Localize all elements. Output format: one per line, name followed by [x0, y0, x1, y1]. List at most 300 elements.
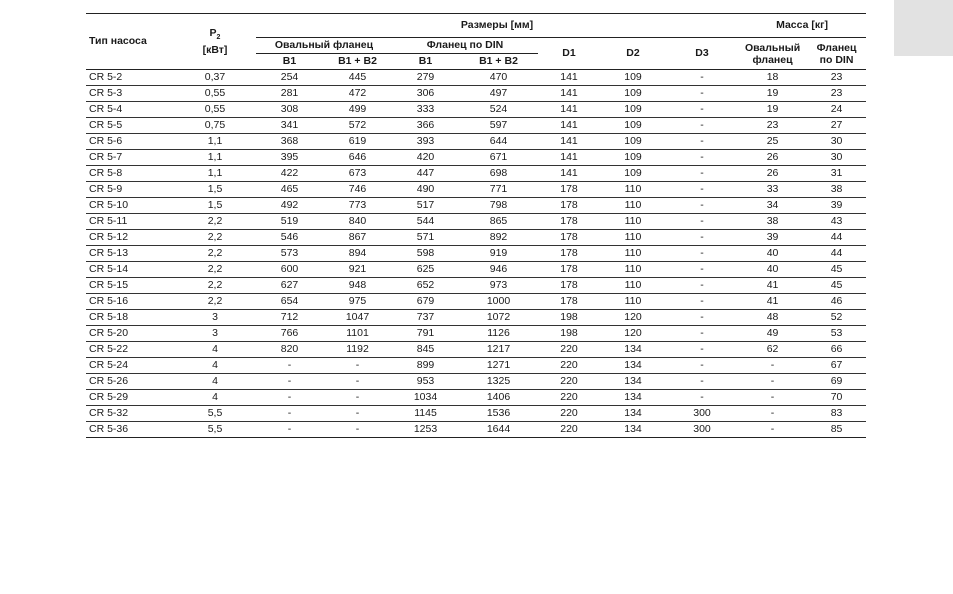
- cell-pump-type: CR 5-20: [86, 326, 174, 342]
- cell-power: 1,1: [174, 134, 256, 150]
- cell-din-b1: 1145: [392, 406, 459, 422]
- cell-oval-b1: 341: [256, 118, 323, 134]
- cell-d3: -: [666, 214, 738, 230]
- cell-mass-din: 27: [807, 118, 866, 134]
- cell-oval-b1-b2: -: [323, 390, 392, 406]
- cell-din-b1: 791: [392, 326, 459, 342]
- cell-d2: 134: [600, 358, 666, 374]
- cell-mass-din: 43: [807, 214, 866, 230]
- cell-d3: -: [666, 182, 738, 198]
- cell-oval-b1: 573: [256, 246, 323, 262]
- cell-pump-type: CR 5-15: [86, 278, 174, 294]
- cell-d3: 300: [666, 406, 738, 422]
- header-mass-oval: [738, 38, 807, 70]
- cell-din-b1-b2: 470: [459, 70, 538, 86]
- cell-din-b1: 953: [392, 374, 459, 390]
- cell-pump-type: CR 5-13: [86, 246, 174, 262]
- cell-mass-din: 85: [807, 422, 866, 438]
- mass-din-line2: по DIN: [819, 53, 854, 66]
- cell-power: 2,2: [174, 294, 256, 310]
- cell-d1: 178: [538, 278, 600, 294]
- cell-mass-oval: -: [738, 358, 807, 374]
- cell-power: 0,37: [174, 70, 256, 86]
- cell-din-b1: 625: [392, 262, 459, 278]
- cell-mass-oval: 18: [738, 70, 807, 86]
- header-d1: D1: [538, 38, 600, 70]
- cell-din-b1-b2: 1271: [459, 358, 538, 374]
- cell-d2: 109: [600, 134, 666, 150]
- cell-oval-b1-b2: -: [323, 406, 392, 422]
- cell-d1: 141: [538, 102, 600, 118]
- cell-mass-oval: 23: [738, 118, 807, 134]
- cell-power: 4: [174, 390, 256, 406]
- cell-din-b1-b2: 1536: [459, 406, 538, 422]
- cell-pump-type: CR 5-6: [86, 134, 174, 150]
- power-symbol: [174, 27, 256, 44]
- power-unit: [кВт]: [202, 44, 228, 56]
- cell-pump-type: CR 5-4: [86, 102, 174, 118]
- cell-power: 2,2: [174, 262, 256, 278]
- cell-mass-din: 23: [807, 70, 866, 86]
- cell-pump-type: CR 5-18: [86, 310, 174, 326]
- cell-d2: 110: [600, 230, 666, 246]
- cell-d3: -: [666, 342, 738, 358]
- cell-d1: 178: [538, 214, 600, 230]
- cell-din-b1: 1253: [392, 422, 459, 438]
- cell-d2: 134: [600, 406, 666, 422]
- cell-oval-b1-b2: -: [323, 374, 392, 390]
- cell-din-b1: 447: [392, 166, 459, 182]
- table-row: [86, 422, 866, 438]
- cell-pump-type: CR 5-26: [86, 374, 174, 390]
- cell-oval-b1-b2: 1192: [323, 342, 392, 358]
- cell-d1: 220: [538, 390, 600, 406]
- cell-d1: 220: [538, 342, 600, 358]
- cell-power: 5,5: [174, 406, 256, 422]
- cell-oval-b1-b2: 746: [323, 182, 392, 198]
- cell-mass-oval: 19: [738, 86, 807, 102]
- cell-din-b1: 517: [392, 198, 459, 214]
- cell-mass-din: 67: [807, 358, 866, 374]
- cell-oval-b1: 368: [256, 134, 323, 150]
- cell-d3: -: [666, 86, 738, 102]
- cell-d3: -: [666, 390, 738, 406]
- cell-mass-din: 24: [807, 102, 866, 118]
- cell-power: 0,55: [174, 102, 256, 118]
- cell-oval-b1-b2: -: [323, 422, 392, 438]
- cell-mass-din: 44: [807, 246, 866, 262]
- cell-din-b1: 652: [392, 278, 459, 294]
- table-row: [86, 326, 866, 342]
- cell-mass-din: 83: [807, 406, 866, 422]
- cell-d3: -: [666, 374, 738, 390]
- cell-d2: 110: [600, 198, 666, 214]
- cell-d2: 110: [600, 278, 666, 294]
- cell-din-b1: 333: [392, 102, 459, 118]
- cell-power: 4: [174, 342, 256, 358]
- table-row: [86, 262, 866, 278]
- cell-d1: 198: [538, 326, 600, 342]
- cell-pump-type: CR 5-16: [86, 294, 174, 310]
- mass-oval-line1: Овальный: [744, 41, 801, 54]
- cell-mass-din: 44: [807, 230, 866, 246]
- cell-mass-din: 52: [807, 310, 866, 326]
- table-row: [86, 278, 866, 294]
- cell-din-b1-b2: 771: [459, 182, 538, 198]
- cell-din-b1-b2: 946: [459, 262, 538, 278]
- cell-din-b1-b2: 1325: [459, 374, 538, 390]
- cell-d1: 220: [538, 374, 600, 390]
- cell-din-b1-b2: 1644: [459, 422, 538, 438]
- cell-oval-b1: 492: [256, 198, 323, 214]
- cell-d3: -: [666, 230, 738, 246]
- cell-d1: 178: [538, 246, 600, 262]
- cell-mass-din: 23: [807, 86, 866, 102]
- cell-pump-type: CR 5-9: [86, 182, 174, 198]
- cell-mass-oval: 25: [738, 134, 807, 150]
- cell-mass-oval: 19: [738, 102, 807, 118]
- cell-d2: 109: [600, 166, 666, 182]
- cell-d2: 110: [600, 246, 666, 262]
- table-row: [86, 230, 866, 246]
- cell-power: 1,1: [174, 166, 256, 182]
- cell-d1: 178: [538, 262, 600, 278]
- cell-din-b1: 420: [392, 150, 459, 166]
- header-power: [174, 14, 256, 70]
- cell-oval-b1-b2: 499: [323, 102, 392, 118]
- cell-oval-b1-b2: 1047: [323, 310, 392, 326]
- table-row: [86, 342, 866, 358]
- header-mass-din: [807, 38, 866, 70]
- mass-oval-line2: фланец: [752, 53, 793, 66]
- cell-d2: 109: [600, 86, 666, 102]
- cell-d3: -: [666, 294, 738, 310]
- cell-d2: 109: [600, 118, 666, 134]
- power-symbol-letter: P: [209, 27, 217, 39]
- header-d2: D2: [600, 38, 666, 70]
- table-row: [86, 406, 866, 422]
- cell-mass-din: 31: [807, 166, 866, 182]
- cell-mass-din: 30: [807, 134, 866, 150]
- cell-mass-oval: 26: [738, 150, 807, 166]
- cell-din-b1-b2: 798: [459, 198, 538, 214]
- cell-oval-b1-b2: 673: [323, 166, 392, 182]
- cell-oval-b1: 600: [256, 262, 323, 278]
- cell-oval-b1: 519: [256, 214, 323, 230]
- cell-din-b1-b2: 1126: [459, 326, 538, 342]
- cell-d1: 141: [538, 86, 600, 102]
- cell-mass-oval: 48: [738, 310, 807, 326]
- cell-power: 4: [174, 374, 256, 390]
- cell-mass-oval: 39: [738, 230, 807, 246]
- table-row: [86, 214, 866, 230]
- cell-power: 3: [174, 326, 256, 342]
- cell-mass-din: 38: [807, 182, 866, 198]
- cell-d2: 134: [600, 374, 666, 390]
- table-row: [86, 294, 866, 310]
- pump-spec-table: [86, 13, 866, 438]
- cell-d3: -: [666, 262, 738, 278]
- table-row: [86, 374, 866, 390]
- cell-d3: -: [666, 102, 738, 118]
- cell-oval-b1-b2: 572: [323, 118, 392, 134]
- cell-oval-b1-b2: 948: [323, 278, 392, 294]
- cell-pump-type: CR 5-5: [86, 118, 174, 134]
- cell-din-b1: 679: [392, 294, 459, 310]
- cell-oval-b1: 627: [256, 278, 323, 294]
- table-row: [86, 310, 866, 326]
- cell-oval-b1-b2: 975: [323, 294, 392, 310]
- cell-oval-b1-b2: 445: [323, 70, 392, 86]
- table-row: [86, 358, 866, 374]
- cell-power: 1,5: [174, 182, 256, 198]
- cell-oval-b1: 254: [256, 70, 323, 86]
- cell-power: 1,1: [174, 150, 256, 166]
- cell-oval-b1-b2: 472: [323, 86, 392, 102]
- cell-din-b1: 899: [392, 358, 459, 374]
- cell-mass-din: 30: [807, 150, 866, 166]
- cell-power: 0,75: [174, 118, 256, 134]
- cell-din-b1-b2: 1000: [459, 294, 538, 310]
- cell-d3: -: [666, 134, 738, 150]
- cell-din-b1-b2: 497: [459, 86, 538, 102]
- cell-oval-b1: 465: [256, 182, 323, 198]
- cell-oval-b1: -: [256, 422, 323, 438]
- cell-pump-type: CR 5-10: [86, 198, 174, 214]
- cell-d2: 110: [600, 214, 666, 230]
- cell-power: 2,2: [174, 246, 256, 262]
- table-row: [86, 150, 866, 166]
- table-row: [86, 166, 866, 182]
- table-row: [86, 182, 866, 198]
- cell-d3: 300: [666, 422, 738, 438]
- cell-mass-oval: -: [738, 406, 807, 422]
- cell-din-b1-b2: 892: [459, 230, 538, 246]
- cell-mass-din: 45: [807, 278, 866, 294]
- cell-oval-b1-b2: 894: [323, 246, 392, 262]
- header-d3: D3: [666, 38, 738, 70]
- table-header: [86, 14, 866, 70]
- table-row: [86, 198, 866, 214]
- cell-pump-type: CR 5-32: [86, 406, 174, 422]
- cell-oval-b1: 281: [256, 86, 323, 102]
- cell-d1: 220: [538, 406, 600, 422]
- cell-oval-b1-b2: 773: [323, 198, 392, 214]
- cell-mass-oval: 41: [738, 294, 807, 310]
- cell-oval-b1-b2: 646: [323, 150, 392, 166]
- cell-d1: 141: [538, 150, 600, 166]
- cell-mass-oval: 38: [738, 214, 807, 230]
- cell-din-b1: 737: [392, 310, 459, 326]
- table-row: [86, 102, 866, 118]
- cell-oval-b1: -: [256, 390, 323, 406]
- cell-mass-oval: 62: [738, 342, 807, 358]
- cell-d3: -: [666, 198, 738, 214]
- cell-din-b1-b2: 698: [459, 166, 538, 182]
- cell-pump-type: CR 5-29: [86, 390, 174, 406]
- cell-d2: 109: [600, 102, 666, 118]
- cell-power: 0,55: [174, 86, 256, 102]
- header-pump-type: Тип насоса: [86, 14, 174, 70]
- cell-din-b1: 393: [392, 134, 459, 150]
- cell-mass-oval: 26: [738, 166, 807, 182]
- cell-din-b1-b2: 524: [459, 102, 538, 118]
- cell-din-b1: 366: [392, 118, 459, 134]
- cell-oval-b1: -: [256, 358, 323, 374]
- header-oval-flange: Овальный фланец: [256, 38, 392, 54]
- cell-mass-oval: -: [738, 374, 807, 390]
- cell-d1: 141: [538, 134, 600, 150]
- header-dimensions: Размеры [мм]: [256, 14, 738, 38]
- cell-power: 1,5: [174, 198, 256, 214]
- cell-d1: 178: [538, 182, 600, 198]
- cell-din-b1: 544: [392, 214, 459, 230]
- cell-din-b1-b2: 1072: [459, 310, 538, 326]
- cell-mass-din: 46: [807, 294, 866, 310]
- cell-mass-oval: 34: [738, 198, 807, 214]
- cell-d2: 110: [600, 262, 666, 278]
- cell-oval-b1-b2: 867: [323, 230, 392, 246]
- cell-d2: 110: [600, 294, 666, 310]
- cell-din-b1-b2: 1406: [459, 390, 538, 406]
- cell-din-b1: 598: [392, 246, 459, 262]
- cell-d2: 109: [600, 70, 666, 86]
- cell-d3: -: [666, 118, 738, 134]
- cell-pump-type: CR 5-3: [86, 86, 174, 102]
- cell-din-b1: 279: [392, 70, 459, 86]
- cell-din-b1: 1034: [392, 390, 459, 406]
- cell-din-b1: 490: [392, 182, 459, 198]
- cell-oval-b1: 395: [256, 150, 323, 166]
- cell-power: 2,2: [174, 214, 256, 230]
- cell-power: 3: [174, 310, 256, 326]
- cell-d3: -: [666, 358, 738, 374]
- cell-oval-b1: 766: [256, 326, 323, 342]
- table-row: [86, 118, 866, 134]
- cell-din-b1: 571: [392, 230, 459, 246]
- cell-din-b1-b2: 644: [459, 134, 538, 150]
- cell-d2: 134: [600, 390, 666, 406]
- header-oval-b1: B1: [256, 54, 323, 70]
- header-din-b1: B1: [392, 54, 459, 70]
- cell-pump-type: CR 5-22: [86, 342, 174, 358]
- cell-d1: 178: [538, 294, 600, 310]
- cell-mass-din: 39: [807, 198, 866, 214]
- cell-d1: 220: [538, 422, 600, 438]
- cell-d3: -: [666, 310, 738, 326]
- cell-mass-oval: -: [738, 390, 807, 406]
- cell-din-b1: 306: [392, 86, 459, 102]
- cell-mass-din: 69: [807, 374, 866, 390]
- table-row: [86, 86, 866, 102]
- cell-oval-b1-b2: 1101: [323, 326, 392, 342]
- table-row: [86, 246, 866, 262]
- cell-d3: -: [666, 150, 738, 166]
- cell-oval-b1: -: [256, 374, 323, 390]
- table-row: [86, 70, 866, 86]
- header-mass: Масса [кг]: [738, 14, 866, 38]
- cell-d2: 120: [600, 326, 666, 342]
- cell-pump-type: CR 5-2: [86, 70, 174, 86]
- cell-oval-b1: 654: [256, 294, 323, 310]
- cell-mass-din: 45: [807, 262, 866, 278]
- cell-pump-type: CR 5-8: [86, 166, 174, 182]
- cell-oval-b1-b2: 921: [323, 262, 392, 278]
- cell-mass-oval: 33: [738, 182, 807, 198]
- cell-d2: 110: [600, 182, 666, 198]
- cell-din-b1-b2: 1217: [459, 342, 538, 358]
- side-tab-marker: [894, 0, 953, 56]
- cell-d2: 134: [600, 422, 666, 438]
- cell-d2: 134: [600, 342, 666, 358]
- cell-mass-oval: 41: [738, 278, 807, 294]
- power-subscript: 2: [216, 34, 221, 41]
- cell-d3: -: [666, 246, 738, 262]
- table-body: [86, 70, 866, 438]
- cell-pump-type: CR 5-7: [86, 150, 174, 166]
- table-row: [86, 390, 866, 406]
- cell-d1: 141: [538, 118, 600, 134]
- cell-d1: 220: [538, 358, 600, 374]
- cell-power: 2,2: [174, 230, 256, 246]
- cell-d3: -: [666, 70, 738, 86]
- cell-mass-din: 53: [807, 326, 866, 342]
- cell-power: 4: [174, 358, 256, 374]
- cell-d1: 178: [538, 198, 600, 214]
- cell-d1: 178: [538, 230, 600, 246]
- cell-d3: -: [666, 278, 738, 294]
- cell-oval-b1: 546: [256, 230, 323, 246]
- cell-mass-oval: -: [738, 422, 807, 438]
- cell-oval-b1: 712: [256, 310, 323, 326]
- cell-d3: -: [666, 326, 738, 342]
- cell-pump-type: CR 5-12: [86, 230, 174, 246]
- header-din-flange: Фланец по DIN: [392, 38, 538, 54]
- mass-din-line1: Фланец: [816, 41, 857, 54]
- cell-pump-type: CR 5-14: [86, 262, 174, 278]
- cell-oval-b1-b2: 619: [323, 134, 392, 150]
- cell-d1: 141: [538, 70, 600, 86]
- header-din-b1-b2: B1 + B2: [459, 54, 538, 70]
- cell-din-b1-b2: 973: [459, 278, 538, 294]
- cell-mass-oval: 40: [738, 262, 807, 278]
- cell-din-b1-b2: 919: [459, 246, 538, 262]
- cell-power: 2,2: [174, 278, 256, 294]
- cell-mass-din: 70: [807, 390, 866, 406]
- cell-d1: 141: [538, 166, 600, 182]
- cell-d2: 109: [600, 150, 666, 166]
- cell-oval-b1: 422: [256, 166, 323, 182]
- cell-din-b1: 845: [392, 342, 459, 358]
- cell-din-b1-b2: 865: [459, 214, 538, 230]
- cell-din-b1-b2: 597: [459, 118, 538, 134]
- cell-mass-oval: 49: [738, 326, 807, 342]
- cell-oval-b1-b2: 840: [323, 214, 392, 230]
- cell-din-b1-b2: 671: [459, 150, 538, 166]
- cell-d3: -: [666, 166, 738, 182]
- cell-power: 5,5: [174, 422, 256, 438]
- header-oval-b1-b2: B1 + B2: [323, 54, 392, 70]
- cell-d1: 198: [538, 310, 600, 326]
- cell-oval-b1: 308: [256, 102, 323, 118]
- cell-oval-b1-b2: -: [323, 358, 392, 374]
- table-row: [86, 134, 866, 150]
- cell-mass-oval: 40: [738, 246, 807, 262]
- cell-oval-b1: 820: [256, 342, 323, 358]
- cell-oval-b1: -: [256, 406, 323, 422]
- cell-pump-type: CR 5-24: [86, 358, 174, 374]
- cell-d2: 120: [600, 310, 666, 326]
